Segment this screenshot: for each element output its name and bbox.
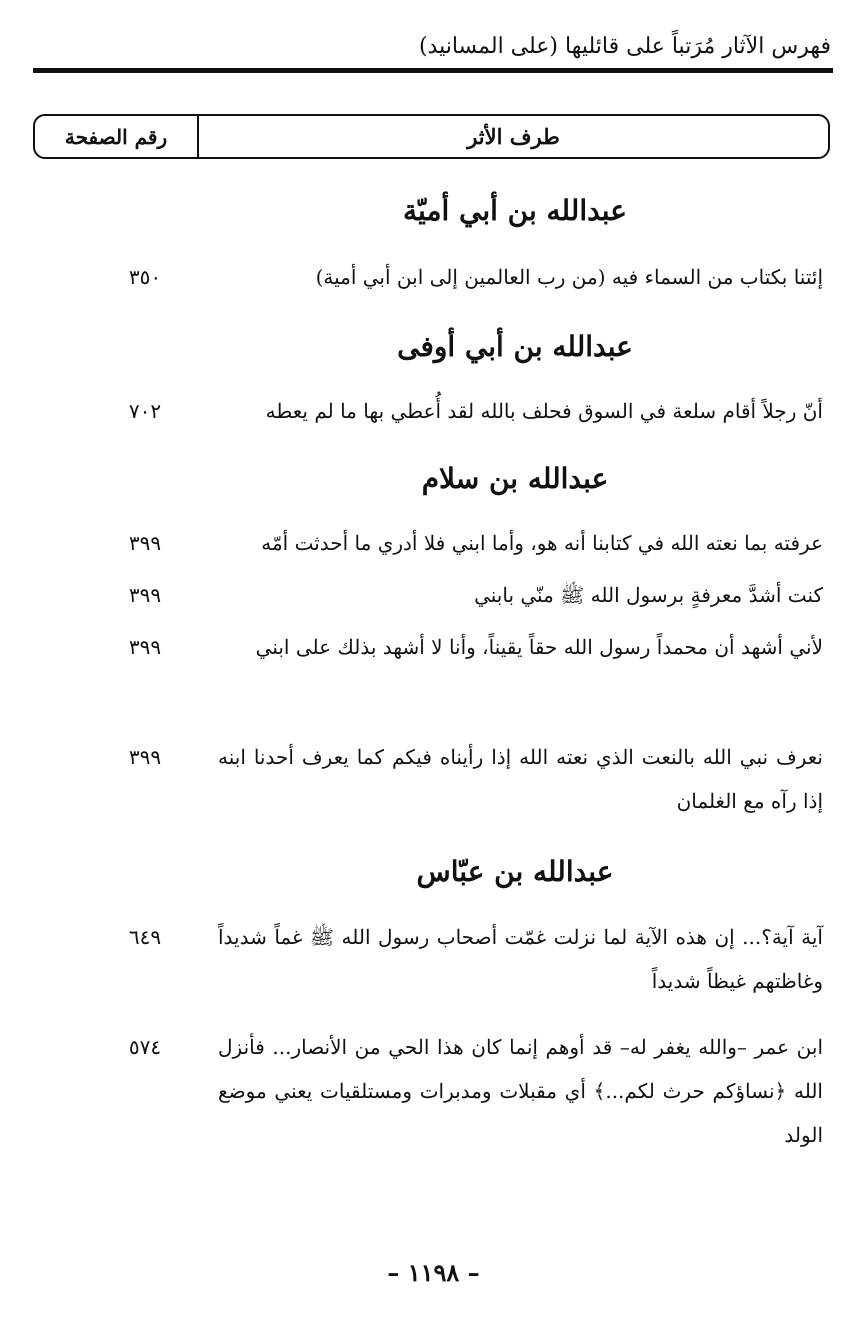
entry-text: أنّ رجلاً أقام سلعة في السوق فحلف بالله لقد أُعطي بها ما لم يعطه xyxy=(265,399,823,423)
section-title: عبدالله بن أبي أميّة xyxy=(403,194,627,227)
page-folio: – ١١٩٨ – xyxy=(387,1258,480,1287)
section-title: عبدالله بن سلام xyxy=(421,462,609,495)
entry-text: لأني أشهد أن محمداً رسول الله حقاً يقيناً، وأنا لا أشهد بذلك على ابني xyxy=(255,635,823,659)
column-header-page: رقم الصفحة xyxy=(64,124,168,149)
column-header-box xyxy=(33,114,830,159)
entry-text: كنت أشدَّ معرفةٍ برسول الله ﷺ منّي بابني xyxy=(474,583,823,607)
entry-page-number: ٣٩٩ xyxy=(128,531,162,555)
entry-page-number: ٦٤٩ xyxy=(128,925,162,949)
entry-text: نعرف نبي الله بالنعت الذي نعته الله إذا رأيناه فيكم كما يعرف أحدنا ابنه إذا رآه مع الغلمان xyxy=(218,745,824,813)
entry-page-number: ٣٩٩ xyxy=(128,583,162,607)
entry-page-number: ٣٥٠ xyxy=(128,265,162,289)
header-rule xyxy=(33,68,833,73)
entry-text: آية آية؟... إن هذه الآية لما نزلت غمّت أصحاب رسول الله ﷺ غماً شديداً وغاظتهم غيظاً شديداً xyxy=(218,925,823,993)
running-header: فهرس الآثار مُرَتباً على قائليها (على المسانيد) xyxy=(418,34,831,59)
section-title: عبدالله بن أبي أوفى xyxy=(397,330,633,363)
column-header-text: طرف الأثر xyxy=(467,124,560,149)
section-title: عبدالله بن عبّاس xyxy=(416,855,614,888)
entry-text: إئتنا بكتاب من السماء فيه (من رب العالمين إلى ابن أبي أمية) xyxy=(315,265,823,289)
entry-text: ابن عمر –والله يغفر له– قد أوهم إنما كان هذا الحي من الأنصار... فأنزل الله ﴿نساؤكم حرث لكم...﴾ أي مقبلات ومدبرات ومستلقيات يعني موضع الولد xyxy=(218,1035,823,1147)
entry-page-number: ٣٩٩ xyxy=(128,745,162,769)
entry-text: عرفته بما نعته الله في كتابنا أنه هو، وأما ابني فلا أدري ما أحدثت أمّه xyxy=(261,531,823,555)
entry-page-number: ٥٧٤ xyxy=(128,1035,162,1059)
entry-page-number: ٣٩٩ xyxy=(128,635,162,659)
entry-page-number: ٧٠٢ xyxy=(128,399,162,423)
